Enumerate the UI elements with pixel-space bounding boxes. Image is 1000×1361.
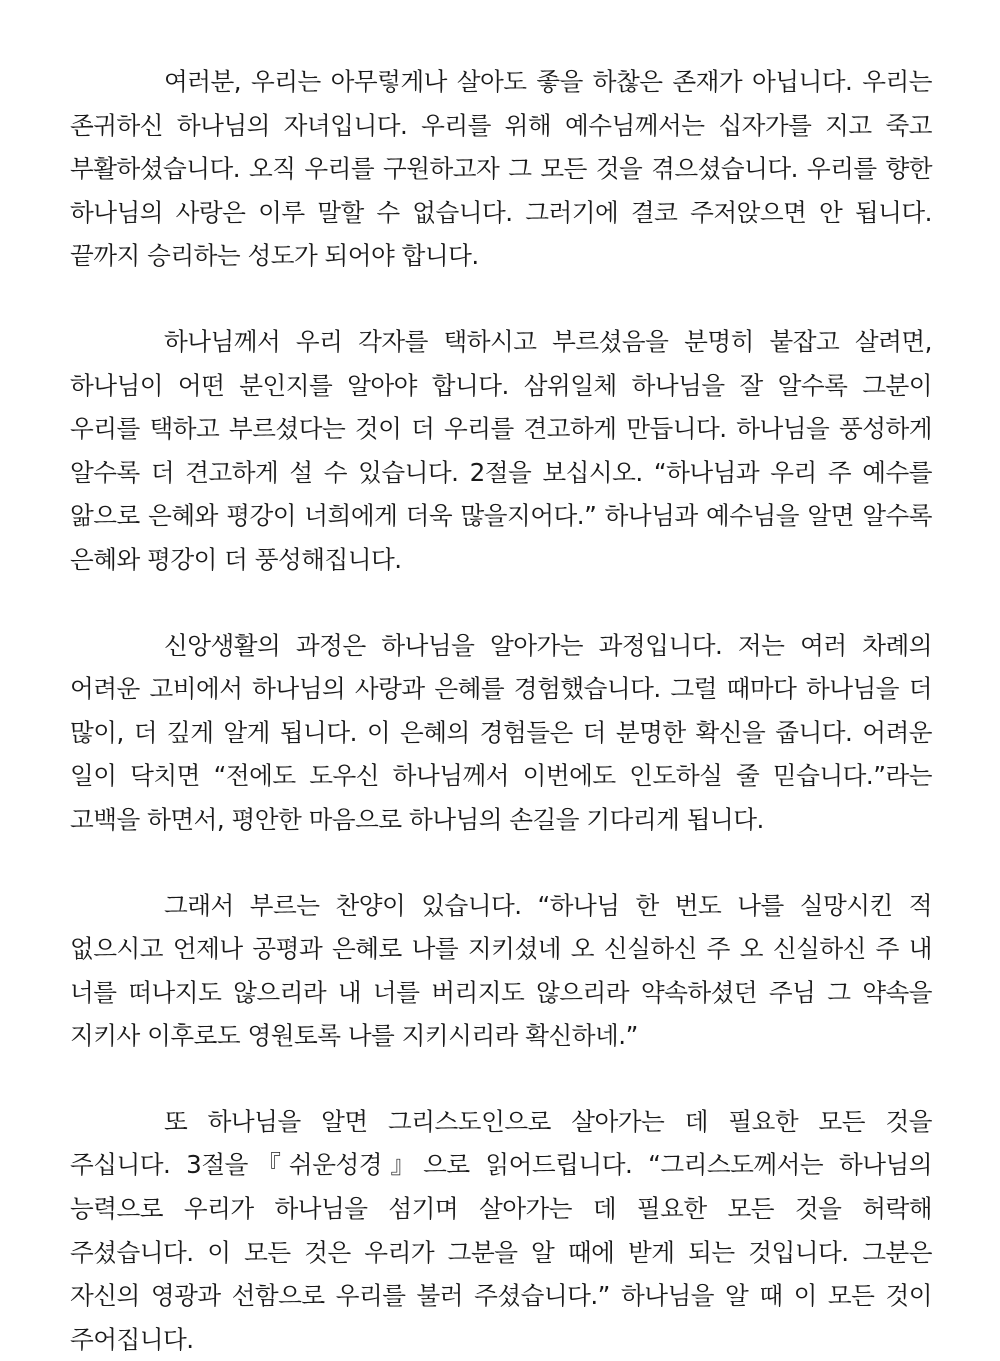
document-page: [70, 60, 932, 1361]
paragraph-1: 여러분, 우리는 아무렇게나 살아도 좋을 하찮은 존재가 아닙니다. 우리는 존귀하신 하나님의 자녀입니다. 우리를 위해 예수님께서는 십자가를 지고 죽고 부활하셨습니다. 오직 우리를 구원하고자 그 모든 것을 겪으셨습니다. 우리를 향한 하나님의 사랑은 이루 말할 수 없습니다. 그러기에 결코 주저앉으면 안 됩니다. 끝까지 승리하는 성도가 되어야 합니다.: [70, 67, 932, 271]
paragraph-2: 하나님께서 우리 각자를 택하시고 부르셨음을 분명히 붙잡고 살려면, 하나님이 어떤 분인지를 알아야 합니다. 삼위일체 하나님을 잘 알수록 그분이 우리를 택하고 부르셨다는 것이 더 우리를 견고하게 만듭니다. 하나님을 풍성하게 알수록 더 견고하게 설 수 있습니다. 2절을 보십시오. “하나님과 우리 주 예수를 앎으로 은혜와 평강이 너희에게 더욱 많을지어다.” 하나님과 예수님을 알면 알수록 은혜와 평강이 더 풍성해집니다.: [70, 326, 932, 574]
paragraph-4: 그래서 부르는 찬양이 있습니다. “하나님 한 번도 나를 실망시킨 적 없으시고 언제나 공평과 은혜로 나를 지키셨네 오 신실하신 주 오 신실하신 주 내 너를 떠나지도 않으리라 내 너를 버리지도 않으리라 약속하셨던 주님 그 약속을 지키사 이후로도 영원토록 나를 지키시리라 확신하네.”: [70, 890, 932, 1051]
paragraph-5: 또 하나님을 알면 그리스도인으로 살아가는 데 필요한 모든 것을 주십니다. 3절을『쉬운성경』으로 읽어드립니다. “그리스도께서는 하나님의 능력으로 우리가 하나님을 섬기며 살아가는 데 필요한 모든 것을 허락해 주셨습니다. 이 모든 것은 우리가 그분을 알 때에 받게 되는 것입니다. 그분은 자신의 영광과 선함으로 우리를 불러 주셨습니다.” 하나님을 알 때 이 모든 것이 주어집니다.: [70, 1106, 932, 1354]
paragraph-3: 신앙생활의 과정은 하나님을 알아가는 과정입니다. 저는 여러 차례의 어려운 고비에서 하나님의 사랑과 은혜를 경험했습니다. 그럴 때마다 하나님을 더 많이, 더 깊게 알게 됩니다. 이 은혜의 경험들은 더 분명한 확신을 줍니다. 어려운 일이 닥치면 “전에도 도우신 하나님께서 이번에도 인도하실 줄 믿습니다.”라는 고백을 하면서, 평안한 마음으로 하나님의 손길을 기다리게 됩니다.: [70, 630, 932, 834]
